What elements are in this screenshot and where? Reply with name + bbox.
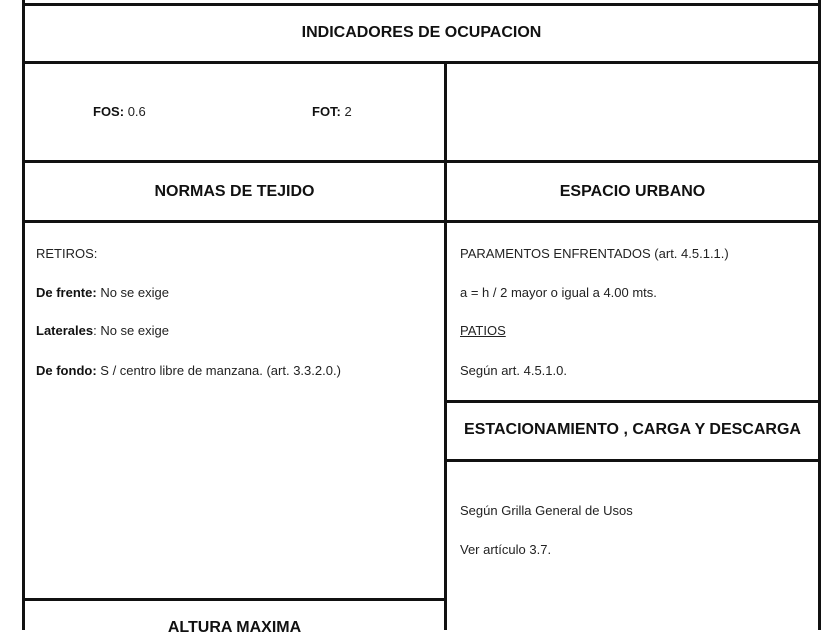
laterales-value: : No se exige xyxy=(93,323,169,338)
estacionamiento-line1: Según Grilla General de Usos xyxy=(460,503,633,518)
frente-value: No se exige xyxy=(100,285,169,300)
tejido-title: NORMAS DE TEJIDO xyxy=(154,183,315,200)
fondo-row xyxy=(36,363,341,378)
estacionamiento-line2: Ver artículo 3.7. xyxy=(460,542,552,557)
patios-label: PATIOS xyxy=(460,323,506,338)
estacionamiento-title: ESTACIONAMIENTO , CARGA Y DESCARGA xyxy=(464,421,801,438)
frente-row xyxy=(36,285,169,300)
fot-value: 2 xyxy=(344,104,352,119)
formula-text: a = h / 2 mayor o igual a 4.00 mts. xyxy=(460,285,657,300)
fot-label: FOT: xyxy=(312,104,341,119)
altura-title: ALTURA MAXIMA xyxy=(167,619,302,636)
border-h1 xyxy=(22,61,821,64)
border-h4-right xyxy=(444,400,821,403)
laterales-row xyxy=(36,323,169,338)
border-left xyxy=(22,0,25,630)
border-h5-right xyxy=(444,459,821,462)
border-top xyxy=(22,3,821,6)
paramentos-text: PARAMENTOS ENFRENTADOS (art. 4.5.1.1.) xyxy=(460,246,729,261)
occupancy-title: INDICADORES DE OCUPACION xyxy=(301,24,542,41)
fondo-label: De fondo: xyxy=(36,363,97,378)
border-middle xyxy=(444,62,447,630)
border-h2 xyxy=(22,160,821,163)
laterales-label: Laterales xyxy=(36,323,94,338)
fondo-value: S / centro libre de manzana. (art. 3.3.2.0.) xyxy=(100,363,341,378)
espacio-title: ESPACIO URBANO xyxy=(559,183,706,200)
border-right xyxy=(818,0,821,630)
fos-value: 0.6 xyxy=(127,104,146,119)
patios-ref: Según art. 4.5.1.0. xyxy=(460,363,567,378)
border-h6-left xyxy=(22,598,447,601)
fot-indicator xyxy=(312,104,352,119)
frente-label: De frente: xyxy=(36,285,97,300)
fos-label: FOS: xyxy=(93,104,125,119)
fos-indicator xyxy=(93,104,146,119)
border-h3 xyxy=(22,220,821,223)
retiros-label: RETIROS: xyxy=(36,246,98,261)
